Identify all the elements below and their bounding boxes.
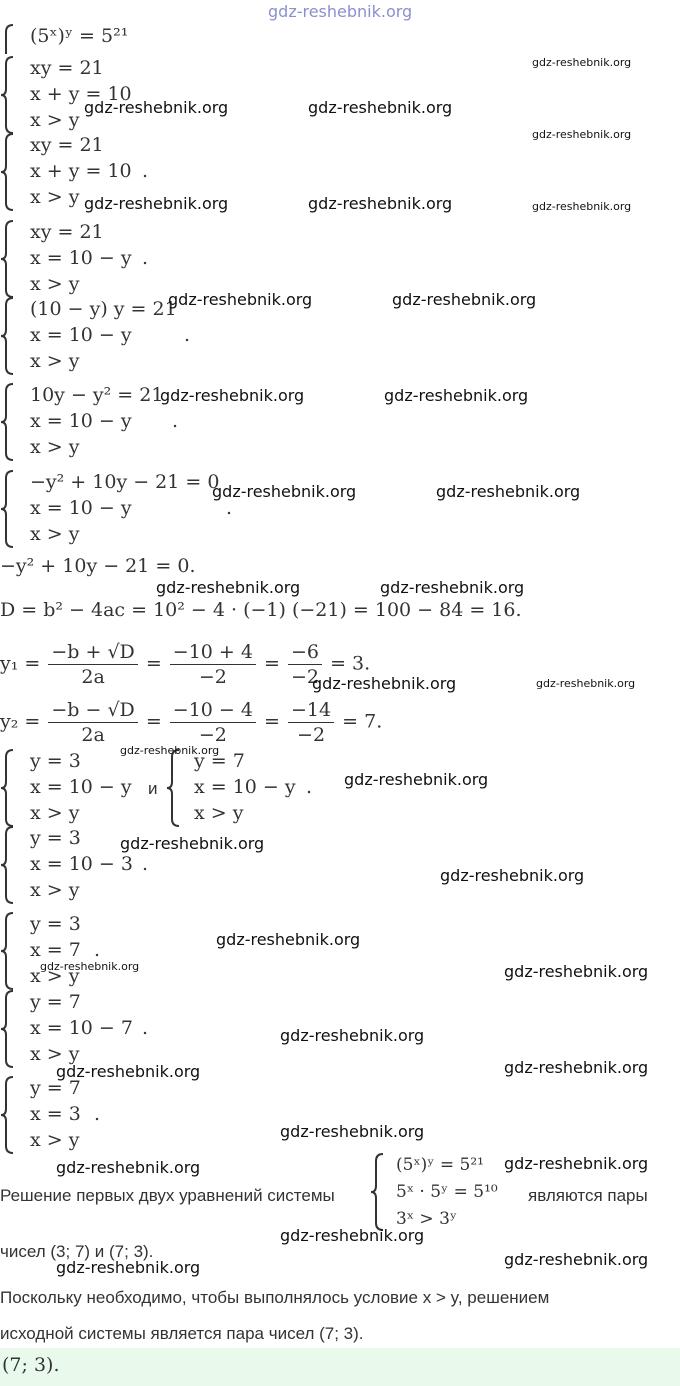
brace-icon <box>0 220 16 298</box>
brace-icon <box>0 1076 16 1154</box>
watermark: gdz-reshebnik.org <box>308 98 453 117</box>
dot: . <box>142 247 149 269</box>
brace-icon <box>0 56 16 134</box>
system-line: 10y − y² = 21 <box>30 384 164 406</box>
system-line: xy = 21 <box>30 57 104 79</box>
system-line: xy = 21 <box>30 134 104 156</box>
dot: . <box>172 410 179 432</box>
watermark: gdz-reshebnik.org <box>120 834 265 853</box>
watermark: gdz-reshebnik.org <box>536 677 636 690</box>
solution-text: исходной системы является пара чисел (7; 3). <box>0 1324 364 1343</box>
brace-icon <box>0 24 16 58</box>
watermark: gdz-reshebnik.org <box>156 578 301 597</box>
dot: . <box>142 853 149 875</box>
solution-text: являются пары <box>528 1186 648 1205</box>
system-line: x = 3 <box>30 1103 81 1125</box>
watermark: gdz-reshebnik.org <box>308 194 453 213</box>
and-word: и <box>148 779 158 798</box>
dot: . <box>142 1017 149 1039</box>
brace-icon <box>0 133 16 211</box>
system-line: x = 10 − y <box>30 776 132 798</box>
system-line: x > y <box>30 436 80 458</box>
system-line: x > y <box>30 523 80 545</box>
system-line: x > y <box>30 109 80 131</box>
watermark: gdz-reshebnik.org <box>280 1226 425 1245</box>
system-line: y = 7 <box>30 1077 81 1099</box>
system-line: x > y <box>30 350 80 372</box>
answer-box <box>0 1348 680 1386</box>
system-line: x + y = 10 <box>30 160 132 182</box>
dot: . <box>306 776 313 798</box>
watermark: gdz-reshebnik.org <box>168 290 313 309</box>
system-line: x = 10 − 7 <box>30 1017 133 1039</box>
system-line: x > y <box>30 1043 80 1065</box>
watermark: gdz-reshebnik.org <box>504 962 649 981</box>
dot: . <box>94 1103 101 1125</box>
system-line: y = 3 <box>30 913 81 935</box>
watermark: gdz-reshebnik.org <box>440 866 585 885</box>
watermark: gdz-reshebnik.org <box>532 128 632 141</box>
system-line: x = 10 − y <box>30 497 132 519</box>
system-line: x + y = 10 <box>30 83 132 105</box>
dot: . <box>94 939 101 961</box>
y1-formula: y₁ = $\frac{-b + √D}{2a}$ = $\frac{-10 + 4}{-2}$ = $\frac{-6}{-2}$ = 3. <box>0 641 371 688</box>
system-line: y = 7 <box>30 991 81 1013</box>
system-line: x > y <box>30 186 80 208</box>
brace-icon <box>0 749 16 827</box>
site-watermark: gdz-reshebnik.org <box>268 2 413 21</box>
watermark: gdz-reshebnik.org <box>160 386 305 405</box>
system-line: x > y <box>30 1129 80 1151</box>
dot: . <box>142 160 149 182</box>
system-line: 3ˣ > 3ʸ <box>396 1209 458 1229</box>
watermark: gdz-reshebnik.org <box>40 960 140 973</box>
watermark: gdz-reshebnik.org <box>84 194 229 213</box>
watermark: gdz-reshebnik.org <box>384 386 529 405</box>
watermark: gdz-reshebnik.org <box>504 1250 649 1269</box>
watermark: gdz-reshebnik.org <box>56 1158 201 1177</box>
dot: . <box>226 497 233 519</box>
solution-text: чисел (3; 7) и (7; 3). <box>0 1242 154 1261</box>
brace-icon <box>0 912 16 990</box>
system-line: x = 10 − y <box>30 410 132 432</box>
system-line: (5ˣ)ʸ = 5²¹ <box>396 1155 484 1175</box>
brace-icon <box>0 990 16 1068</box>
solution-text: Решение первых двух уравнений системы <box>0 1186 335 1205</box>
brace-icon <box>0 826 16 904</box>
system-line: (5ˣ)ʸ = 5²¹ <box>30 25 129 47</box>
watermark: gdz-reshebnik.org <box>344 770 489 789</box>
watermark: gdz-reshebnik.org <box>312 674 457 693</box>
system-line: −y² + 10y − 21 = 0 <box>30 471 220 493</box>
brace-icon <box>0 383 16 461</box>
system-line: 5ˣ · 5ʸ = 5¹⁰ <box>396 1182 498 1202</box>
system-line: (10 − y) y = 21 <box>30 298 177 320</box>
system-line: x = 10 − y <box>30 324 132 346</box>
watermark: gdz-reshebnik.org <box>380 578 525 597</box>
system-line: y = 3 <box>30 750 81 772</box>
brace-icon <box>166 749 182 827</box>
solution-text: Поскольку необходимо, чтобы выполнялось условие x > y, решением <box>0 1288 550 1307</box>
watermark: gdz-reshebnik.org <box>280 1026 425 1045</box>
system-line: x > y <box>30 273 80 295</box>
watermark: gdz-reshebnik.org <box>216 930 361 949</box>
watermark: gdz-reshebnik.org <box>280 1122 425 1141</box>
brace-icon <box>0 297 16 375</box>
system-line: x = 10 − y <box>30 247 132 269</box>
brace-icon <box>370 1153 386 1231</box>
system-line: x = 7 <box>30 939 81 961</box>
watermark: gdz-reshebnik.org <box>84 98 229 117</box>
system-line: x = 10 − 3 <box>30 853 133 875</box>
y2-formula: y₂ = $\frac{-b - √D}{2a}$ = $\frac{-10 - 4}{-2}$ = $\frac{-14}{-2}$ = 7. <box>0 699 383 746</box>
system-line: xy = 21 <box>30 221 104 243</box>
watermark: gdz-reshebnik.org <box>212 482 357 501</box>
watermark: gdz-reshebnik.org <box>532 56 632 69</box>
watermark: gdz-reshebnik.org <box>56 1258 201 1277</box>
system-line: y = 7 <box>194 750 245 772</box>
discriminant-formula: D = b² − 4ac = 10² − 4 · (−1) (−21) = 100 − 84 = 16. <box>0 599 522 621</box>
watermark: gdz-reshebnik.org <box>392 290 537 309</box>
system-line: x > y <box>194 802 244 824</box>
system-line: y = 3 <box>30 827 81 849</box>
watermark: gdz-reshebnik.org <box>436 482 581 501</box>
system-line: x > y <box>30 879 80 901</box>
dot: . <box>184 324 191 346</box>
watermark: gdz-reshebnik.org <box>120 744 220 757</box>
watermark: gdz-reshebnik.org <box>504 1154 649 1173</box>
system-line: x > y <box>30 802 80 824</box>
watermark: gdz-reshebnik.org <box>56 1062 201 1081</box>
brace-icon <box>0 470 16 548</box>
quadratic-equation: −y² + 10y − 21 = 0. <box>0 555 196 577</box>
system-line: x = 10 − y <box>194 776 296 798</box>
watermark: gdz-reshebnik.org <box>532 200 632 213</box>
answer-text: (7; 3). <box>2 1354 60 1376</box>
system-line: x > y <box>30 965 80 987</box>
watermark: gdz-reshebnik.org <box>504 1058 649 1077</box>
